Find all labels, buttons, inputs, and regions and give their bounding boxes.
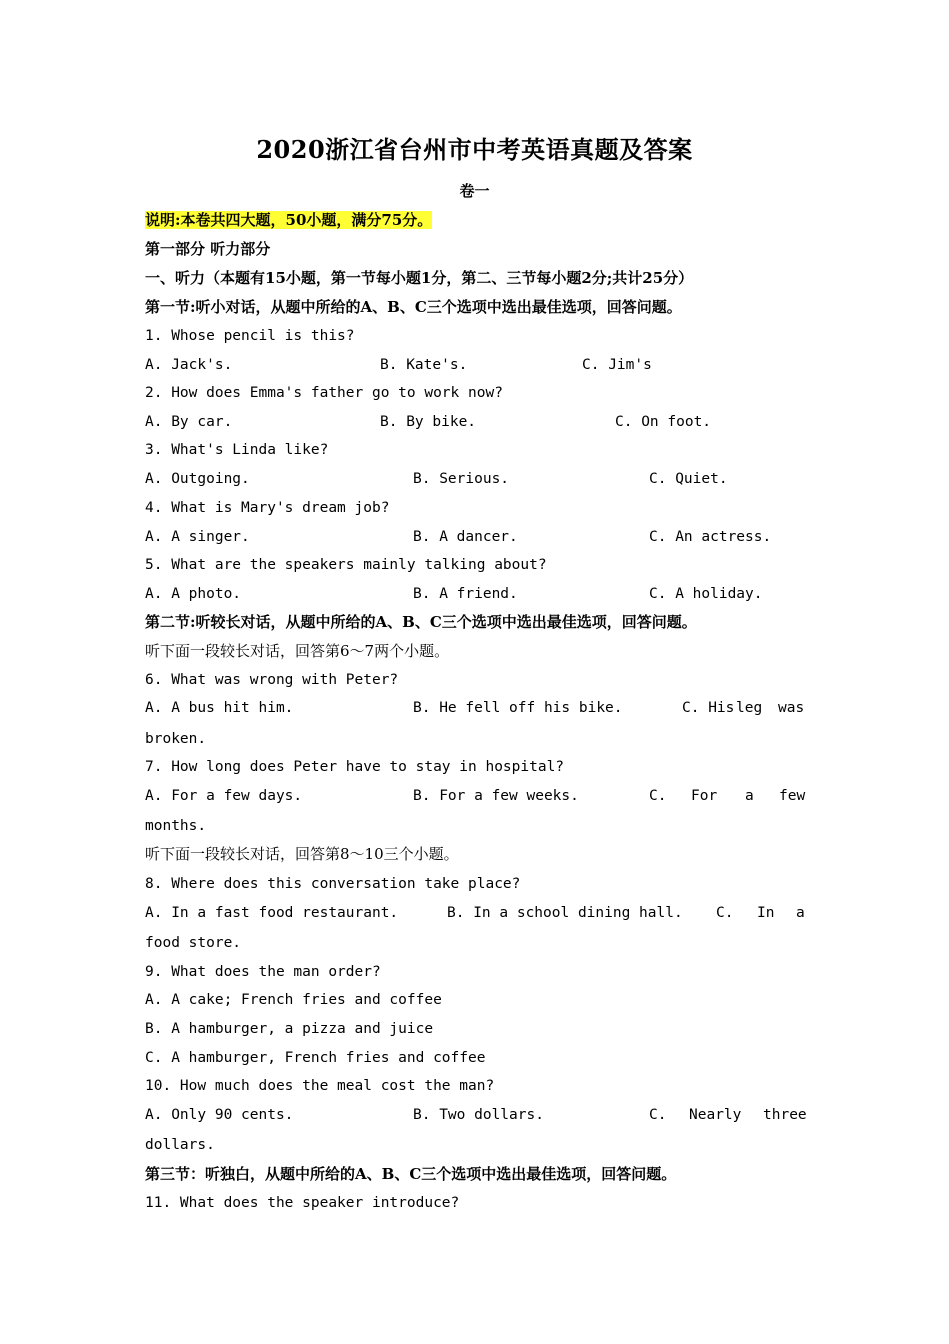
q7-option-c-word1: For [691, 788, 718, 804]
question-8: 8. Where does this conversation take place? [145, 876, 521, 892]
q7-option-a: A. For a few days. [145, 788, 303, 804]
subsection-heading-1: 第一节:听小对话，从题中所给的A、B、C三个选项中选出最佳选项，回答问题。 [145, 298, 682, 316]
q9-option-b: B. A hamburger, a pizza and juice [145, 1021, 434, 1037]
q1-option-b: B. Kate's. [380, 357, 468, 373]
q7-option-b: B. For a few weeks. [413, 788, 579, 804]
q9-option-a: A. A cake; French fries and coffee [145, 992, 442, 1008]
q6-option-c-word2: leg [736, 700, 763, 716]
q2-option-c: C. On foot. [615, 414, 712, 430]
q9-option-c: C. A hamburger, French fries and coffee [145, 1050, 486, 1066]
q7-option-c-label: C. [649, 788, 667, 804]
question-4: 4. What is Mary's dream job? [145, 500, 390, 516]
question-6: 6. What was wrong with Peter? [145, 672, 399, 688]
dialogue-intro-1: 听下面一段较长对话，回答第6～7两个小题。 [145, 642, 450, 660]
section-heading: 一、听力（本题有15小题，第一节每小题1分，第二、三节每小题2分;共计25分） [145, 269, 694, 287]
q8-option-c-word2: a [796, 905, 805, 921]
q10-option-c-continued: dollars. [145, 1137, 215, 1153]
question-9: 9. What does the man order? [145, 964, 381, 980]
question-10: 10. How much does the meal cost the man? [145, 1078, 495, 1094]
q8-option-b: B. In a school dining hall. [447, 905, 683, 921]
question-5: 5. What are the speakers mainly talking about? [145, 557, 547, 573]
q8-option-a: A. In a fast food restaurant. [145, 905, 399, 921]
q6-option-c-continued: broken. [145, 731, 207, 747]
q8-option-c-label: C. [716, 905, 734, 921]
q10-option-c-word1: Nearly [689, 1107, 742, 1123]
dialogue-intro-2: 听下面一段较长对话，回答第8～10三个小题。 [145, 845, 459, 863]
q7-option-c-continued: months. [145, 818, 207, 834]
q3-option-c: C. Quiet. [649, 471, 728, 487]
q10-option-a: A. Only 90 cents. [145, 1107, 294, 1123]
q8-option-c-continued: food store. [145, 935, 242, 951]
question-1: 1. Whose pencil is this? [145, 328, 355, 344]
q1-option-c: C. Jim's [582, 357, 652, 373]
q1-option-a: A. Jack's. [145, 357, 233, 373]
q4-option-c: C. An actress. [649, 529, 772, 545]
q10-option-c-label: C. [649, 1107, 667, 1123]
question-11: 11. What does the speaker introduce? [145, 1195, 460, 1211]
subsection-heading-3: 第三节：听独白，从题中所给的A、B、C三个选项中选出最佳选项，回答问题。 [145, 1165, 677, 1183]
q7-option-c-word3: few [779, 788, 806, 804]
q5-option-a: A. A photo. [145, 586, 242, 602]
q5-option-b: B. A friend. [413, 586, 518, 602]
question-3: 3. What's Linda like? [145, 442, 329, 458]
q3-option-a: A. Outgoing. [145, 471, 250, 487]
q2-option-a: A. By car. [145, 414, 233, 430]
instructions-note [145, 210, 432, 230]
question-2: 2. How does Emma's father go to work now? [145, 385, 503, 401]
q8-option-c-word1: In [757, 905, 775, 921]
q2-option-b: B. By bike. [380, 414, 477, 430]
q7-option-c-word2: a [745, 788, 754, 804]
q3-option-b: B. Serious. [413, 471, 510, 487]
q5-option-c: C. A holiday. [649, 586, 763, 602]
highlighted-note: 说明:本卷共四大题，50小题，满分75分。 [145, 211, 433, 229]
q10-option-b: B. Two dollars. [413, 1107, 544, 1123]
page-title: 2020浙江省台州市中考英语真题及答案 [256, 135, 693, 164]
q6-option-c-word3: was [778, 700, 805, 716]
paper-label: 卷一 [459, 182, 490, 200]
question-7: 7. How long does Peter have to stay in hospital? [145, 759, 565, 775]
part-heading: 第一部分 听力部分 [145, 240, 271, 258]
q4-option-a: A. A singer. [145, 529, 250, 545]
q10-option-c-word2: three [763, 1107, 807, 1123]
q4-option-b: B. A dancer. [413, 529, 518, 545]
q6-option-c-word1: C. His [682, 700, 735, 716]
q6-option-a: A. A bus hit him. [145, 700, 294, 716]
subsection-heading-2: 第二节:听较长对话，从题中所给的A、B、C三个选项中选出最佳选项，回答问题。 [145, 613, 697, 631]
q6-option-b: B. He fell off his bike. [413, 700, 623, 716]
